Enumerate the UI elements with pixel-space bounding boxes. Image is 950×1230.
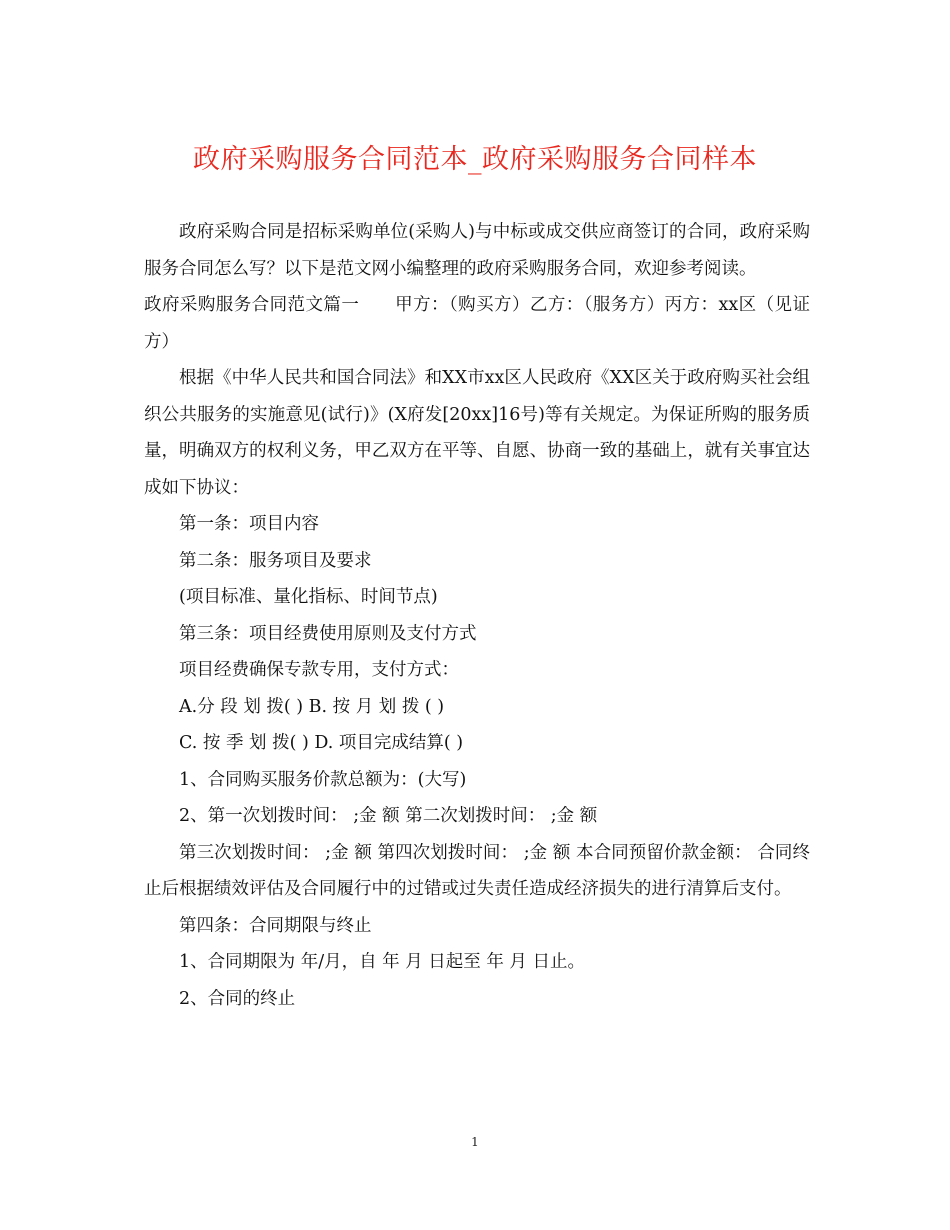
- paragraph: 根据《中华人民共和国合同法》和XX市xx区人民政府《XX区关于政府购买社会组织公共服务的实施意见(试行)》(X府发[20xx]16号)等有关规定。为保证所购的服务质量，明确双方的权利义务，甲乙双方在平等、自愿、协商一致的基础上，就有关事宜达成如下协议：: [144, 368, 810, 498]
- document-body: [144, 214, 810, 1017]
- document-title: 政府采购服务合同范本_政府采购服务合同样本: [193, 144, 757, 175]
- paragraph: 第三次划拨时间： ;金 额 第四次划拨时间： ;金 额 本合同预留价款金额： 合同终止后根据绩效评估及合同履行中的过错或过失责任造成经济损失的进行清算后支付。: [144, 842, 810, 899]
- paragraph: 1、合同期限为 年/月，自 年 月 日起至 年 月 日止。: [179, 952, 585, 972]
- paragraph: 第四条：合同期限与终止: [179, 915, 372, 936]
- paragraph: 第二条：服务项目及要求: [179, 550, 372, 571]
- paragraph: A.分 段 划 拨( ) B. 按 月 划 拨 ( ): [179, 696, 445, 717]
- paragraph: 第一条：项目内容: [179, 514, 319, 534]
- paragraph: (项目标准、量化指标、时间节点): [179, 587, 438, 607]
- paragraph: 项目经费确保专款专用，支付方式：: [179, 660, 459, 680]
- paragraph: 2、合同的终止: [179, 988, 296, 1009]
- paragraph: 政府采购合同是招标采购单位(采购人)与中标或成交供应商签订的合同，政府采购服务合同怎么写？以下是范文网小编整理的政府采购服务合同，欢迎参考阅读。: [144, 222, 810, 279]
- paragraph: C. 按 季 划 拨( ) D. 项目完成结算( ): [179, 733, 464, 753]
- paragraph: 政府采购服务合同范文篇一 甲方：（购买方）乙方：（服务方）丙方：xx区（见证方）: [144, 295, 810, 352]
- paragraph: 第三条：项目经费使用原则及支付方式: [179, 623, 477, 644]
- paragraph: 1、合同购买服务价款总额为：(大写): [179, 769, 467, 790]
- page-number: 1: [471, 1135, 479, 1149]
- paragraph: 2、第一次划拨时间： ;金 额 第二次划拨时间： ;金 额: [179, 806, 598, 826]
